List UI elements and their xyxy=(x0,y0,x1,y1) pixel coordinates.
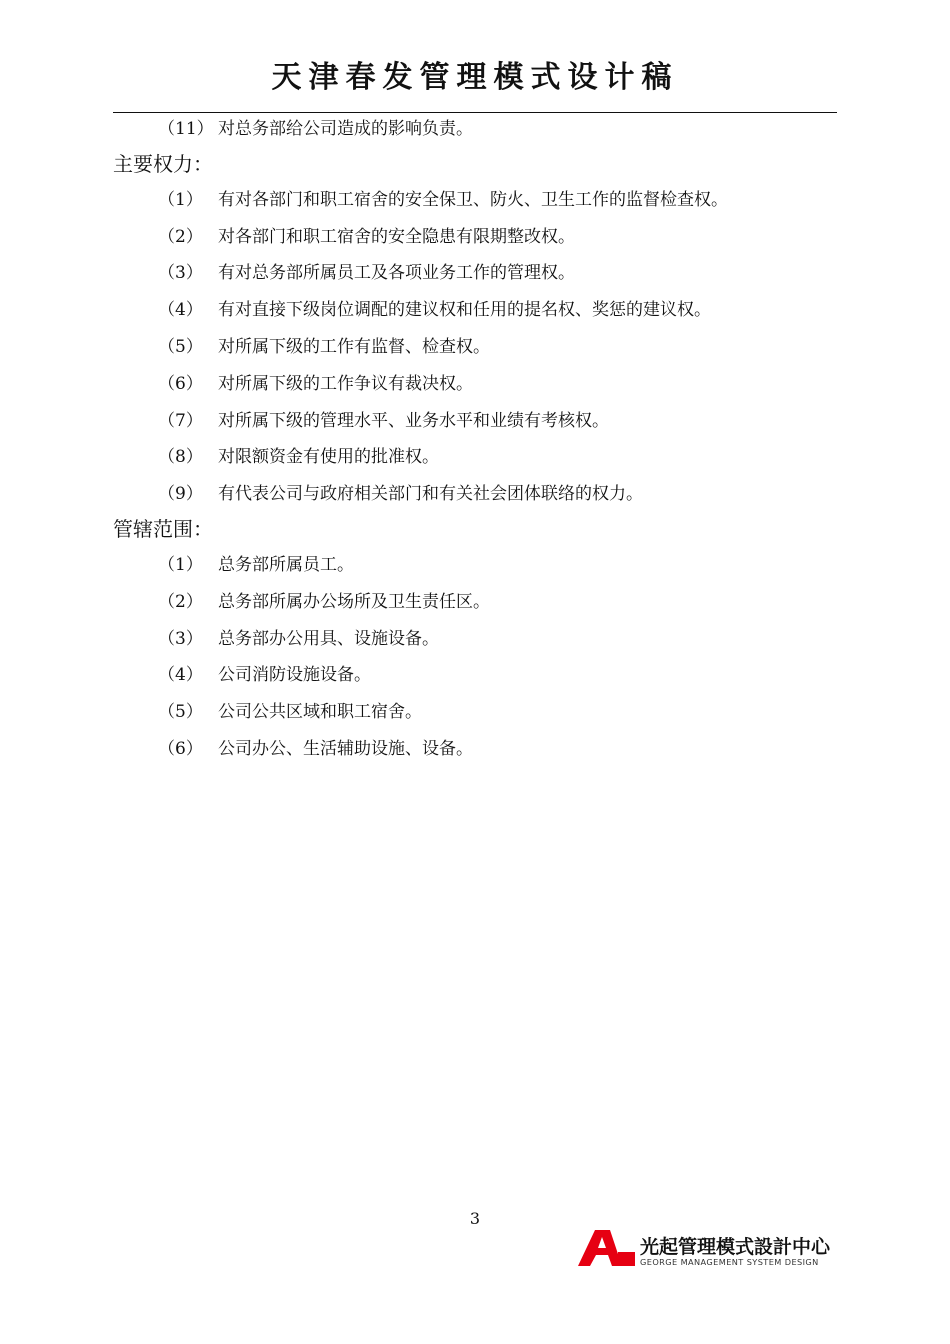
list-item xyxy=(113,297,837,334)
item-number: （9） xyxy=(158,484,203,505)
item-text: 有对直接下级岗位调配的建议权和任用的提名权、奖惩的建议权。 xyxy=(218,300,711,321)
list-item xyxy=(113,224,837,261)
list-item xyxy=(113,481,837,518)
item-number: （1） xyxy=(158,189,203,210)
item-number: （2） xyxy=(158,226,203,247)
item-number: （6） xyxy=(158,373,203,394)
item-text: 对总务部给公司造成的影响负责。 xyxy=(218,119,473,139)
item-text: 对所属下级的工作有监督、检查权。 xyxy=(218,336,490,357)
list-item xyxy=(113,552,837,589)
item-number: （7） xyxy=(158,410,203,431)
list-item xyxy=(113,662,837,699)
item-text: 对限额资金有使用的批准权。 xyxy=(218,447,439,468)
item-number: （2） xyxy=(158,591,203,612)
page-number: 3 xyxy=(469,1209,481,1228)
logo-a-icon xyxy=(576,1228,636,1268)
list-item xyxy=(113,444,837,481)
page-title: 天津春发管理模式设计稿 xyxy=(271,60,679,95)
item-text: 对各部门和职工宿舍的安全隐患有限期整改权。 xyxy=(218,226,575,247)
list-item xyxy=(113,260,837,297)
item-number: （4） xyxy=(158,665,203,686)
item-number: （8） xyxy=(158,447,203,468)
item-text: 公司公共区域和职工宿舍。 xyxy=(218,702,422,723)
item-text: 对所属下级的管理水平、业务水平和业绩有考核权。 xyxy=(218,410,609,431)
item-text: 公司消防设施设备。 xyxy=(218,665,371,686)
list-item xyxy=(113,589,837,626)
item-number: （6） xyxy=(158,738,203,759)
logo-english-name: GEORGE MANAGEMENT SYSTEM DESIGN xyxy=(640,1257,819,1267)
item-text: 总务部所属员工。 xyxy=(218,554,354,575)
item-text: 公司办公、生活辅助设施、设备。 xyxy=(218,738,473,759)
list-item xyxy=(113,736,837,773)
section-heading-scope: 管辖范围： xyxy=(113,516,213,541)
item-text: 有对各部门和职工宿舍的安全保卫、防火、卫生工作的监督检查权。 xyxy=(218,189,728,210)
list-item xyxy=(113,116,837,153)
header-rule xyxy=(113,112,837,113)
logo-chinese-name: 光起管理模式設計中心 xyxy=(640,1236,831,1258)
item-text: 对所属下级的工作争议有裁决权。 xyxy=(218,373,473,394)
list-item xyxy=(113,626,837,663)
list-item xyxy=(113,187,837,224)
footer-logo xyxy=(576,1228,838,1270)
list-item xyxy=(113,699,837,736)
item-number: （3） xyxy=(158,263,203,284)
section-heading-powers: 主要权力： xyxy=(113,151,213,176)
list-item xyxy=(113,334,837,371)
item-number: （1） xyxy=(158,554,203,575)
list-item xyxy=(113,371,837,408)
item-number: （5） xyxy=(158,702,203,723)
item-number: （5） xyxy=(158,336,203,357)
item-number: （11） xyxy=(158,119,214,139)
document-body xyxy=(113,116,837,773)
item-text: 有对总务部所属员工及各项业务工作的管理权。 xyxy=(218,263,575,284)
item-text: 总务部办公用具、设施设备。 xyxy=(218,628,439,649)
item-number: （4） xyxy=(158,300,203,321)
item-text: 有代表公司与政府相关部门和有关社会团体联络的权力。 xyxy=(218,484,643,505)
item-text: 总务部所属办公场所及卫生责任区。 xyxy=(218,591,490,612)
item-number: （3） xyxy=(158,628,203,649)
list-item xyxy=(113,408,837,445)
